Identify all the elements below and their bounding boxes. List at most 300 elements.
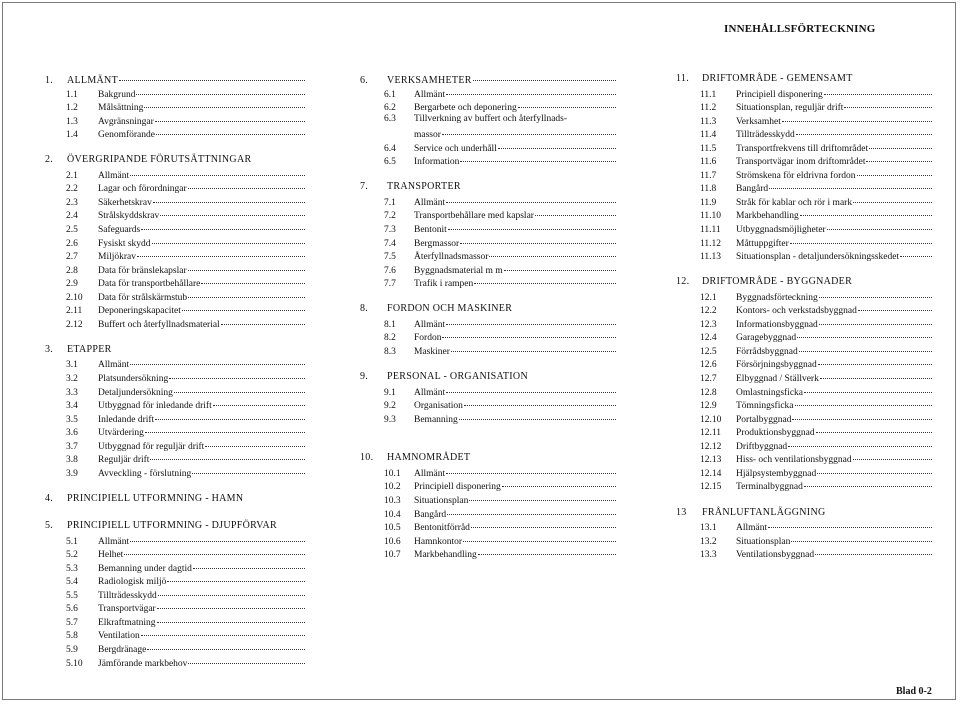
dot-leader xyxy=(792,409,932,420)
toc-number: 7.5 xyxy=(384,252,396,263)
toc-title: PERSONAL - ORGANISATION xyxy=(387,371,528,383)
toc-title: Transportvägar xyxy=(98,604,156,615)
toc-number: 6. xyxy=(360,75,369,86)
toc-title: Utbyggnad för reguljär drift xyxy=(98,441,205,452)
dot-leader xyxy=(167,571,305,582)
toc-entry xyxy=(45,465,305,479)
toc-number: 5.9 xyxy=(66,644,78,655)
toc-title: Service och underhåll xyxy=(414,143,497,154)
dot-leader xyxy=(446,314,616,325)
toc-number: 5.2 xyxy=(66,550,78,561)
toc-title: Elbyggnad / Ställverk xyxy=(736,374,819,385)
toc-entry xyxy=(360,99,616,113)
toc-number: 11.1 xyxy=(700,89,717,100)
toc-title: Elkraftmatning xyxy=(98,617,156,628)
toc-title: PRINCIPIELL UTFORMNING - HAMN xyxy=(67,492,244,504)
toc-entry xyxy=(676,546,932,560)
toc-number: 12.9 xyxy=(700,401,717,412)
toc-number: 9. xyxy=(360,371,369,383)
toc-number: 3.5 xyxy=(66,414,78,425)
toc-title: Information xyxy=(414,157,460,168)
toc-title: HAMNOMRÅDET xyxy=(387,452,471,464)
toc-title: Allmänt xyxy=(414,387,446,398)
dot-leader xyxy=(451,341,616,352)
toc-number: 6.5 xyxy=(384,157,396,168)
dot-leader xyxy=(819,287,932,298)
dot-leader xyxy=(788,436,932,447)
toc-number: 12.5 xyxy=(700,346,717,357)
toc-number: 11. xyxy=(676,73,690,84)
toc-number: 7.7 xyxy=(384,279,396,290)
toc-title: Allmänt xyxy=(736,523,768,534)
dot-leader xyxy=(144,97,305,108)
toc-number: 3.6 xyxy=(66,428,78,439)
dot-leader xyxy=(192,463,305,474)
dot-leader xyxy=(141,625,305,636)
toc-number: 10.6 xyxy=(384,536,401,547)
toc-number: 1.2 xyxy=(66,103,78,114)
dot-leader xyxy=(158,585,305,596)
dot-leader xyxy=(460,151,616,162)
toc-column-3 xyxy=(676,72,932,560)
toc-number: 13.1 xyxy=(700,523,717,534)
toc-number: 5.3 xyxy=(66,563,78,574)
toc-title: Allmänt xyxy=(98,536,130,547)
dot-leader xyxy=(136,84,305,95)
dot-leader xyxy=(137,246,305,257)
toc-number: 9.1 xyxy=(384,387,396,398)
dot-leader xyxy=(817,463,932,474)
toc-number: 5.10 xyxy=(66,658,83,669)
toc-number: 3.4 xyxy=(66,401,78,412)
toc-title: Platsundersökning xyxy=(98,374,169,385)
dot-leader xyxy=(119,70,305,81)
toc-title: Transportbehållare med kapslar xyxy=(414,211,534,222)
toc-title: Situationsplan xyxy=(736,536,791,547)
toc-title: VERKSAMHETER xyxy=(387,75,472,86)
toc-number: 2.9 xyxy=(66,279,78,290)
toc-title: Stråk för kablar och rör i mark xyxy=(736,197,853,208)
toc-number: 8.2 xyxy=(384,333,396,344)
dot-leader xyxy=(447,504,616,515)
toc-title: Produktionsbyggnad xyxy=(736,428,815,439)
toc-title: Bangård xyxy=(414,509,447,520)
dot-leader xyxy=(188,178,305,189)
dot-leader xyxy=(858,300,932,311)
spacer xyxy=(45,506,305,520)
dot-leader xyxy=(152,233,305,244)
toc-number: 1.4 xyxy=(66,130,78,141)
toc-number: 9.2 xyxy=(384,401,396,412)
dot-leader xyxy=(857,165,932,176)
dot-leader xyxy=(804,382,932,393)
toc-number: 2.11 xyxy=(66,306,83,317)
toc-title: Utvärdering xyxy=(98,428,144,439)
toc-number: 7.2 xyxy=(384,211,396,222)
toc-number: 2.8 xyxy=(66,265,78,276)
dot-leader xyxy=(795,395,932,406)
toc-title: Bakgrund xyxy=(98,89,136,100)
toc-number: 7. xyxy=(360,181,369,193)
toc-title: massor xyxy=(414,130,441,141)
dot-leader xyxy=(796,124,932,135)
toc-title: Driftbyggnad xyxy=(736,441,788,452)
toc-number: 5. xyxy=(45,520,54,532)
toc-number: 5.1 xyxy=(66,536,78,547)
toc-title: Omlastningsficka xyxy=(736,387,804,398)
dot-leader xyxy=(460,233,616,244)
dot-leader xyxy=(160,205,305,216)
toc-number: 12.8 xyxy=(700,387,717,398)
toc-title: Data för transportbehållare xyxy=(98,279,201,290)
toc-title: Allmänt xyxy=(98,170,130,181)
toc-number: 1. xyxy=(45,75,54,86)
toc-entry xyxy=(45,126,305,140)
toc-number: 10.5 xyxy=(384,523,401,534)
toc-title: Situationsplan xyxy=(414,495,469,506)
toc-number: 11.11 xyxy=(700,225,721,236)
toc-entry xyxy=(360,343,616,357)
dot-leader xyxy=(853,449,932,460)
toc-number: 2.7 xyxy=(66,252,78,263)
toc-title: Data för strålskärmstub xyxy=(98,292,188,303)
toc-number: 11.9 xyxy=(700,197,717,208)
dot-leader xyxy=(446,463,616,474)
toc-title: Reguljär drift xyxy=(98,455,150,466)
toc-title: Strålskyddskrav xyxy=(98,211,160,222)
toc-number: 11.5 xyxy=(700,143,717,154)
dot-leader xyxy=(799,341,932,352)
toc-number: 3.9 xyxy=(66,468,78,479)
toc-entry xyxy=(360,153,616,167)
dot-leader xyxy=(150,449,305,460)
toc-title: Målsättning xyxy=(98,103,144,114)
toc-number: 12.3 xyxy=(700,319,717,330)
toc-title: Hamnkontor xyxy=(414,536,463,547)
dot-leader xyxy=(124,544,305,555)
toc-entry xyxy=(676,235,932,249)
toc-number: 12.2 xyxy=(700,306,717,317)
toc-number: 13.3 xyxy=(700,550,717,561)
dot-leader xyxy=(474,273,616,284)
toc-number: 3.1 xyxy=(66,360,78,371)
dot-leader xyxy=(791,531,932,542)
toc-number: 3.2 xyxy=(66,374,78,385)
toc-number: 2.12 xyxy=(66,319,83,330)
toc-number: 12.1 xyxy=(700,292,717,303)
toc-title: Förrådsbyggnad xyxy=(736,346,798,357)
toc-number: 12.12 xyxy=(700,441,722,452)
toc-number: 12.4 xyxy=(700,333,717,344)
dot-leader xyxy=(156,124,305,135)
toc-entry xyxy=(360,275,616,289)
toc-title: Buffert och återfyllnadsmaterial xyxy=(98,319,220,330)
dot-leader xyxy=(804,476,932,487)
toc-title: Bentonit xyxy=(414,225,447,236)
toc-entry xyxy=(45,316,305,330)
toc-number: 7.6 xyxy=(384,265,396,276)
toc-title: FORDON OCH MASKINER xyxy=(387,303,513,315)
toc-title: Tömningsficka xyxy=(736,401,794,412)
toc-title: Kontors- och verkstadsbyggnad xyxy=(736,306,857,317)
toc-number: 11.4 xyxy=(700,130,717,141)
toc-title: Verksamhet xyxy=(736,116,781,127)
toc-entry xyxy=(360,411,616,425)
toc-title: Tillträdesskydd xyxy=(736,130,795,141)
toc-title: Allmänt xyxy=(414,319,446,330)
toc-entry xyxy=(676,248,932,262)
toc-number: 11.7 xyxy=(700,170,717,181)
toc-title: ÖVERGRIPANDE FÖRUTSÄTTNINGAR xyxy=(67,154,252,166)
toc-title: Markbehandling xyxy=(414,550,477,561)
toc-title: Avgränsningar xyxy=(98,116,154,127)
toc-number: 5.7 xyxy=(66,617,78,628)
toc-title: Transportvägar inom driftområdet xyxy=(736,157,866,168)
dot-leader xyxy=(853,192,932,203)
toc-number: 2. xyxy=(45,154,54,166)
toc-entry xyxy=(360,546,616,560)
toc-number: 12. xyxy=(676,276,690,288)
toc-title: Miljökrav xyxy=(98,252,136,263)
toc-title: Situationsplan, reguljär drift xyxy=(736,103,844,114)
dot-leader xyxy=(188,653,305,664)
toc-title: Bangård xyxy=(736,184,769,195)
toc-number: 10.3 xyxy=(384,495,401,506)
dot-leader xyxy=(818,354,932,365)
toc-number: 10.2 xyxy=(384,482,401,493)
toc-title: Strömskena för eldrivna fordon xyxy=(736,170,856,181)
toc-title: Data för bränslekapslar xyxy=(98,265,187,276)
toc-number: 10. xyxy=(360,452,374,464)
dot-leader xyxy=(442,124,616,135)
dot-leader xyxy=(205,436,305,447)
toc-title: Portalbyggnad xyxy=(736,414,792,425)
dot-leader xyxy=(130,531,305,542)
dot-leader xyxy=(790,233,932,244)
toc-number: 6.3 xyxy=(384,113,396,124)
toc-title: Genomförande xyxy=(98,130,155,141)
toc-number: 2.10 xyxy=(66,292,83,303)
toc-number: 8. xyxy=(360,303,369,315)
dot-leader xyxy=(157,612,305,623)
dot-leader xyxy=(768,517,932,528)
toc-number: 12.6 xyxy=(700,360,717,371)
toc-column-1 xyxy=(45,72,305,668)
toc-title: ALLMÄNT xyxy=(67,75,118,86)
toc-number: 6.2 xyxy=(384,103,396,114)
toc-title: Hjälpsystembyggnad xyxy=(736,468,817,479)
spacer xyxy=(360,438,616,452)
toc-number: 5.8 xyxy=(66,631,78,642)
toc-number: 12.7 xyxy=(700,374,717,385)
dot-leader xyxy=(502,476,616,487)
toc-title: Ventilation xyxy=(98,631,140,642)
toc-title: Avveckling - förslutning xyxy=(98,468,192,479)
dot-leader xyxy=(815,544,932,555)
toc-title: Principiell disponering xyxy=(736,89,823,100)
dot-leader xyxy=(448,219,616,230)
dot-leader xyxy=(141,219,305,230)
toc-number: 11.13 xyxy=(700,252,722,263)
toc-title: Garagebyggnad xyxy=(736,333,797,344)
dot-leader xyxy=(478,544,616,555)
toc-number: 3.8 xyxy=(66,455,78,466)
toc-title: Utbyggnad för inledande drift xyxy=(98,401,212,412)
toc-number: 11.12 xyxy=(700,238,722,249)
dot-leader xyxy=(816,422,932,433)
toc-title: Allmänt xyxy=(414,89,446,100)
dot-leader xyxy=(155,409,305,420)
toc-title: Ventilationsbyggnad xyxy=(736,550,815,561)
dot-leader xyxy=(182,300,305,311)
toc-title: Allmänt xyxy=(98,360,130,371)
toc-title: Återfyllnadsmassor xyxy=(414,252,489,263)
toc-number: 12.15 xyxy=(700,482,722,493)
dot-leader xyxy=(900,246,932,257)
toc-number: 10.4 xyxy=(384,509,401,520)
dot-leader xyxy=(130,165,305,176)
dot-leader xyxy=(471,517,616,528)
dot-leader xyxy=(824,84,932,95)
dot-leader xyxy=(145,422,305,433)
dot-leader xyxy=(844,97,932,108)
toc-title: Lagar och förordningar xyxy=(98,184,187,195)
dot-leader xyxy=(473,70,616,81)
dot-leader xyxy=(201,273,305,284)
toc-number: 11.10 xyxy=(700,211,722,222)
toc-title: Markbehandling xyxy=(736,211,799,222)
toc-title: Maskiner xyxy=(414,346,450,357)
toc-title: Måttuppgifter xyxy=(736,238,789,249)
toc-title: Bemanning under dagtid xyxy=(98,563,192,574)
toc-title: Bergmassor xyxy=(414,238,460,249)
toc-title: Bergarbete och deponering xyxy=(414,103,517,114)
toc-title: PRINCIPIELL UTFORMNING - DJUPFÖRVAR xyxy=(67,520,278,532)
toc-title: TRANSPORTER xyxy=(387,181,461,193)
toc-title: Safeguards xyxy=(98,225,141,236)
dot-leader xyxy=(469,490,616,501)
dot-leader xyxy=(819,314,932,325)
toc-number: 2.5 xyxy=(66,225,78,236)
dot-leader xyxy=(463,531,616,542)
toc-number: 7.1 xyxy=(384,197,396,208)
toc-number: 13.2 xyxy=(700,536,717,547)
toc-title: Deponeringskapacitet xyxy=(98,306,181,317)
toc-title: Organisation xyxy=(414,401,463,412)
dot-leader xyxy=(459,409,616,420)
toc-number: 3. xyxy=(45,343,54,355)
toc-number: 9.3 xyxy=(384,414,396,425)
dot-leader xyxy=(489,246,616,257)
dot-leader xyxy=(157,598,305,609)
toc-title: Bentonitförråd xyxy=(414,523,470,534)
toc-number: 12.10 xyxy=(700,414,722,425)
dot-leader xyxy=(504,260,616,271)
toc-title: ETAPPER xyxy=(67,343,112,355)
toc-number: 8.1 xyxy=(384,319,396,330)
dot-leader xyxy=(446,84,616,95)
toc-title: Jämförande markbehov xyxy=(98,658,188,669)
dot-leader xyxy=(797,327,932,338)
toc-title: FRÅNLUFTANLÄGGNING xyxy=(702,506,826,518)
toc-title: Säkerhetskrav xyxy=(98,197,152,208)
toc-number: 7.4 xyxy=(384,238,396,249)
toc-title: DRIFTOMRÅDE - GEMENSAMT xyxy=(702,73,853,84)
toc-title: Allmänt xyxy=(414,197,446,208)
dot-leader xyxy=(782,111,932,122)
dot-leader xyxy=(518,97,616,108)
toc-title: Inledande drift xyxy=(98,414,155,425)
dot-leader xyxy=(442,327,616,338)
toc-title: Principiell disponering xyxy=(414,482,501,493)
toc-number: 2.2 xyxy=(66,184,78,195)
dot-leader xyxy=(769,178,932,189)
toc-number: 5.6 xyxy=(66,604,78,615)
toc-number: 5.5 xyxy=(66,590,78,601)
dot-leader xyxy=(446,192,616,203)
dot-leader xyxy=(464,395,616,406)
dot-leader xyxy=(221,314,305,325)
toc-title: Bemanning xyxy=(414,414,458,425)
dot-leader xyxy=(866,151,932,162)
toc-number: 12.14 xyxy=(700,468,722,479)
toc-title: Terminalbyggnad xyxy=(736,482,803,493)
toc-number: 3.3 xyxy=(66,387,78,398)
toc-title: Utbyggnadsmöjligheter xyxy=(736,225,826,236)
toc-number: 1.3 xyxy=(66,116,78,127)
toc-title: Transportfrekvens till driftområdet xyxy=(736,143,869,154)
dot-leader xyxy=(147,639,305,650)
toc-number: 11.6 xyxy=(700,157,717,168)
toc-number: 12.11 xyxy=(700,428,722,439)
toc-title: Byggnadsmaterial m m xyxy=(414,265,503,276)
toc-number: 5.4 xyxy=(66,577,78,588)
dot-leader xyxy=(869,138,932,149)
dot-leader xyxy=(188,287,305,298)
toc-title: Tillverkning av buffert och återfyllnads- xyxy=(414,113,568,124)
toc-title: Informationsbyggnad xyxy=(736,319,818,330)
toc-number: 4. xyxy=(45,492,54,504)
dot-leader xyxy=(130,354,305,365)
toc-number: 13 xyxy=(676,506,687,518)
dot-leader xyxy=(535,205,616,216)
toc-number: 6.1 xyxy=(384,89,396,100)
toc-title: Byggnadsförteckning xyxy=(736,292,818,303)
dot-leader xyxy=(213,395,305,406)
toc-number: 3.7 xyxy=(66,441,78,452)
toc-title: Fysiskt skydd xyxy=(98,238,151,249)
toc-number: 7.3 xyxy=(384,225,396,236)
toc-entry xyxy=(45,655,305,669)
toc-title: Helhet xyxy=(98,550,124,561)
toc-number: 11.2 xyxy=(700,103,717,114)
dot-leader xyxy=(800,205,932,216)
toc-title: Fordon xyxy=(414,333,442,344)
toc-column-2 xyxy=(360,72,616,560)
toc-number: 2.3 xyxy=(66,197,78,208)
toc-title: Försörjningsbyggnad xyxy=(736,360,817,371)
toc-number: 8.3 xyxy=(384,346,396,357)
toc-entry xyxy=(676,478,932,492)
sheet-number: Blad 0-2 xyxy=(896,686,932,697)
toc-number: 6.4 xyxy=(384,143,396,154)
toc-number: 2.4 xyxy=(66,211,78,222)
dot-leader xyxy=(827,219,932,230)
dot-leader xyxy=(155,111,305,122)
toc-title: Tillträdesskydd xyxy=(98,590,157,601)
toc-section-heading xyxy=(45,492,305,506)
toc-number: 10.7 xyxy=(384,550,401,561)
